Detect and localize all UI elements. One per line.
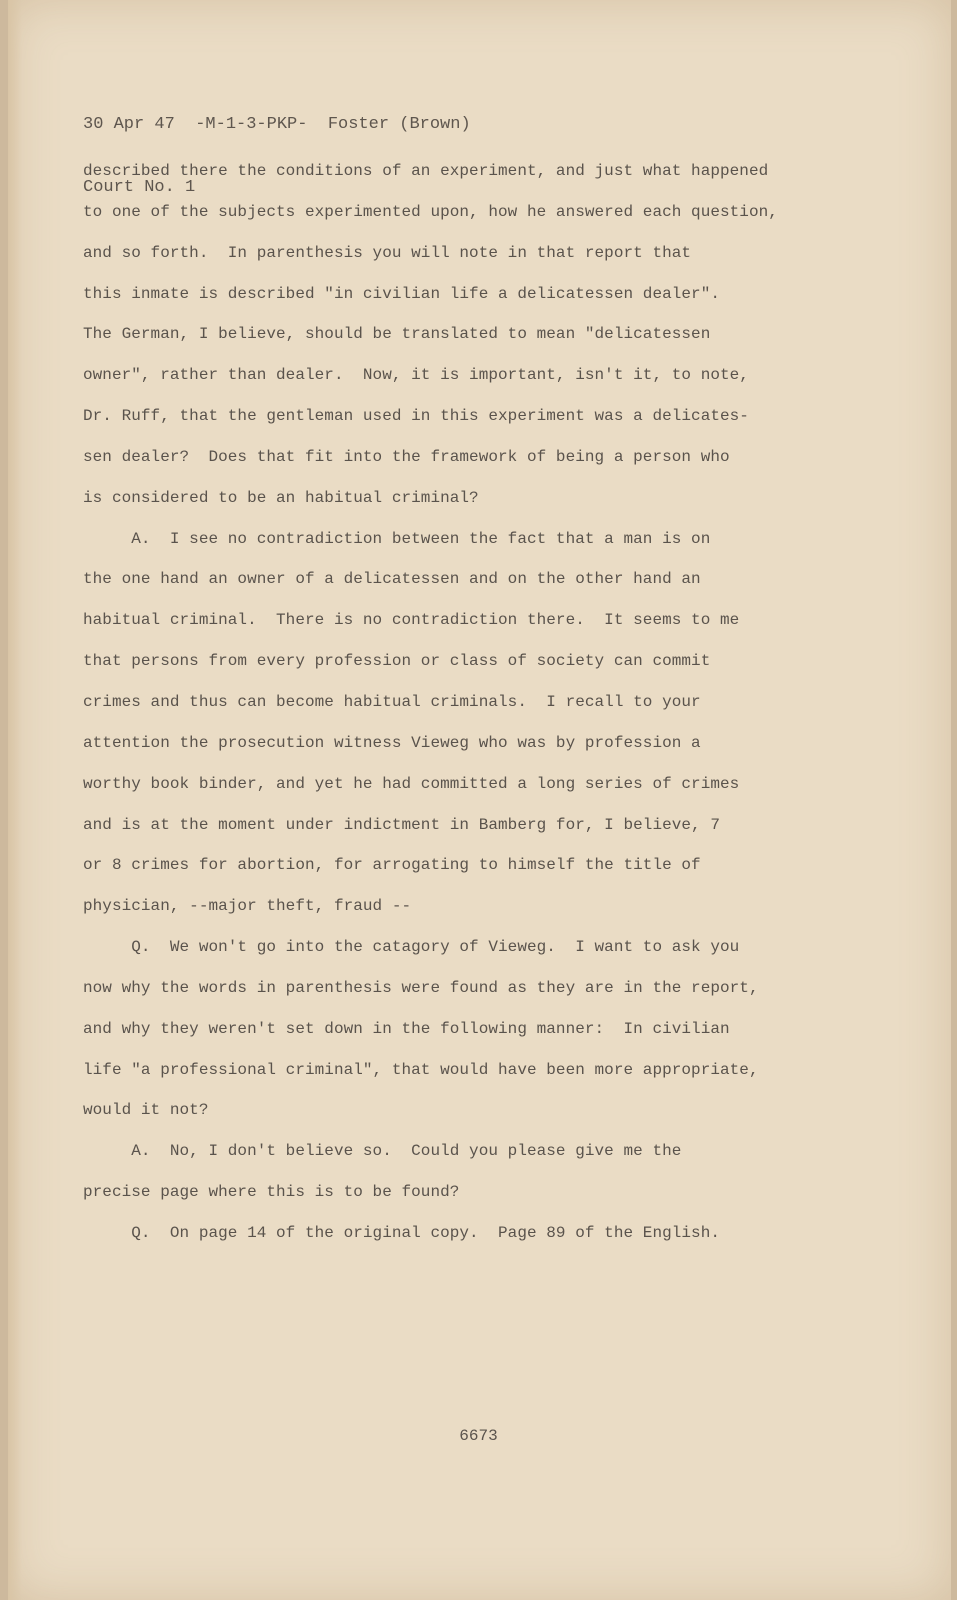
transcript-line: A. I see no contradiction between the fact that a man is on [83, 529, 711, 548]
transcript-line: the one hand an owner of a delicatessen and on the other hand an [83, 570, 701, 589]
transcript-line: and so forth. In parenthesis you will note in that report that [83, 243, 692, 262]
transcript-line: physician, --major theft, fraud -- [83, 897, 412, 916]
transcript-line: attention the prosecution witness Vieweg who was by profession a [83, 733, 701, 752]
header-session-line: 30 Apr 47 -M-1-3-PKP- Foster (Brown) [83, 115, 471, 134]
paper-edge [8, 0, 22, 1600]
header-court-line: Court No. 1 [83, 178, 196, 197]
transcript-line: The German, I believe, should be translated to mean "delicatessen [83, 325, 711, 344]
transcript-line: habitual criminal. There is no contradiction there. It seems to me [83, 611, 740, 630]
transcript-line: would it not? [83, 1101, 209, 1120]
page-number: 6673 [459, 1427, 498, 1445]
transcript-line: A. No, I don't believe so. Could you please give me the [83, 1142, 682, 1161]
transcript-line: and is at the moment under indictment in Bamberg for, I believe, 7 [83, 815, 721, 834]
transcript-line: Q. On page 14 of the original copy. Page 89 of the English. [83, 1223, 721, 1242]
transcript-line: that persons from every profession or class of society can commit [83, 652, 711, 671]
transcript-line: is considered to be an habitual criminal? [83, 488, 479, 507]
transcript-line: crimes and thus can become habitual criminals. I recall to your [83, 692, 701, 711]
transcript-line: to one of the subjects experimented upon, how he answered each question, [83, 202, 778, 221]
transcript-line: life "a professional criminal", that would have been more appropriate, [83, 1060, 759, 1079]
transcript-line: Dr. Ruff, that the gentleman used in this experiment was a delicates- [83, 407, 749, 426]
transcript-line: described there the conditions of an experiment, and just what happened [83, 162, 769, 180]
transcript-line: worthy book binder, and yet he had committed a long series of crimes [83, 774, 740, 793]
transcript-line: Q. We won't go into the catagory of Vieweg. I want to ask you [83, 938, 740, 957]
transcript-body [83, 151, 843, 1254]
transcript-line: or 8 crimes for abortion, for arrogating to himself the title of [83, 856, 701, 875]
transcript-line: now why the words in parenthesis were found as they are in the report, [83, 978, 759, 997]
transcript-line: precise page where this is to be found? [83, 1183, 460, 1202]
transcript-line: owner", rather than dealer. Now, it is important, isn't it, to note, [83, 366, 749, 385]
transcript-line: sen dealer? Does that fit into the framework of being a person who [83, 447, 730, 466]
transcript-line: and why they weren't set down in the following manner: In civilian [83, 1019, 730, 1038]
transcript-line: this inmate is described "in civilian life a delicatessen dealer". [83, 284, 721, 303]
